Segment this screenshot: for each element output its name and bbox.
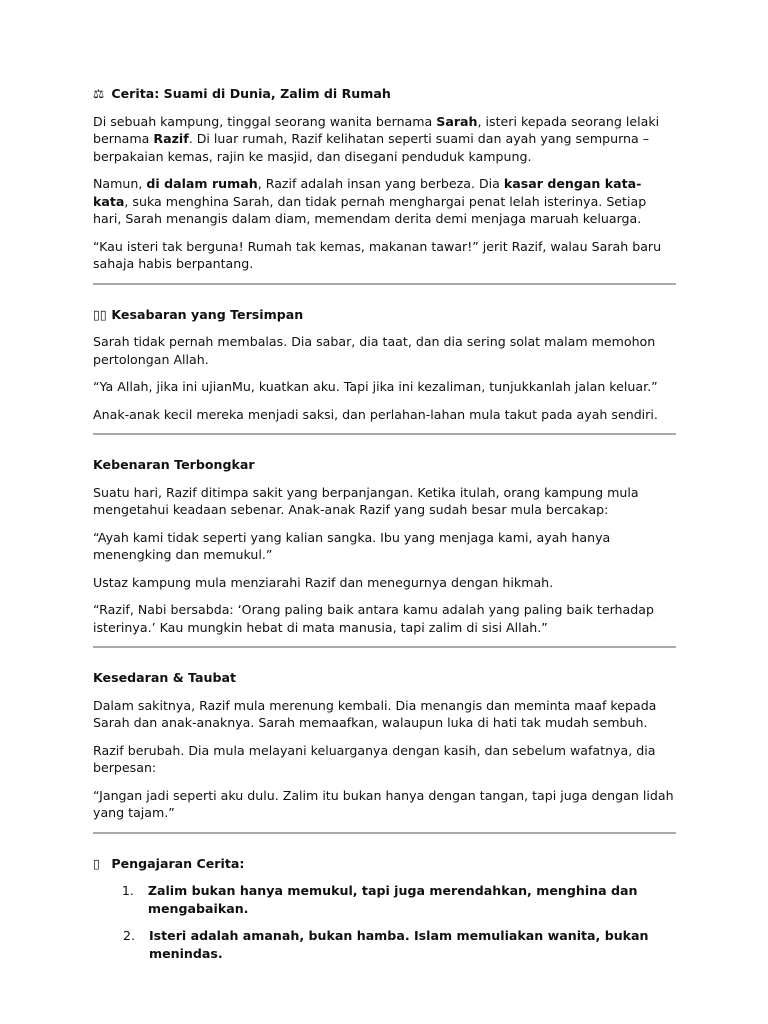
document-body [93,85,676,972]
paragraph: Anak-anak kecil mereka menjadi saksi, dan perlahan-lahan mula takut pada ayah sendiri. [93,406,658,422]
text-run: Di sebuah kampung, tinggal seorang wanita bernama [93,113,437,129]
section-heading-kesedaran [93,669,676,687]
list-item [93,882,676,917]
text-run: , isteri kepada seorang lelaki bernama [93,113,660,146]
section-title: Kesabaran yang Tersimpan [111,306,304,322]
list-text: Isteri adalah amanah, bukan hamba. Islam memuliakan wanita, bukan menindas. [148,928,649,961]
bold-name-sarah: Sarah [436,113,478,129]
horizontal-divider [93,832,676,834]
section-heading-kebenaran [93,456,676,474]
quote-paragraph: “Ayah kami tidak seperti yang kalian sangka. Ibu yang menjaga kami, ayah hanya menengking dan memukul.” [93,529,611,562]
section-title: Pengajaran Cerita: [111,855,245,871]
quote-paragraph: “Razif, Nabi bersabda: ‘Orang paling baik antara kamu adalah yang paling baik terhadap isterinya.’ Kau mungkin hebat di mata manusia, tapi zalim di sisi Allah.” [93,602,654,635]
quote-paragraph: “Kau isteri tak berguna! Rumah tak kemas, makanan tawar!” jerit Razif, walau Sarah baru sahaja habis berpantang. [93,238,662,271]
list-number: 2. [122,928,135,943]
paragraph [93,175,676,228]
missing-glyph-icon: ▯ [93,855,100,871]
paragraph: Sarah tidak pernah membalas. Dia sabar, dia taat, dan dia sering solat malam memohon pertolongan Allah. [93,334,656,367]
list-item [93,927,676,962]
bold-name-razif: Razif [153,131,189,146]
horizontal-divider [93,433,676,435]
paragraph: Dalam sakitnya, Razif mula merenung kembali. Dia menangis dan meminta maaf kepada Sarah dan anak-anaknya. Sarah memaafkan, walaupun luka di hati tak mudah sembuh. [93,697,657,730]
missing-glyph-icon: ▯▯ [93,306,107,322]
text-run: , suka menghina Sarah, dan tidak pernah menghargai penat lelah isterinya. Setiap hari, Sarah menangis dalam diam, memendam derita demi menjaga maruah keluarga. [93,193,647,226]
bold-text: kasar dengan kata-kata [93,176,642,209]
lesson-list [93,882,676,962]
bold-text: di dalam rumah [146,176,258,191]
list-text: Zalim bukan hanya memukul, tapi juga merendahkan, menghina dan mengabaikan. [147,883,638,916]
text-run: . Di luar rumah, Razif kelihatan seperti suami dan ayah yang sempurna – berpakaian kemas, rajin ke masjid, dan disegani penduduk kampung. [93,131,650,164]
section-heading-cerita [93,85,676,103]
paragraph: Suatu hari, Razif ditimpa sakit yang berpanjangan. Ketika itulah, orang kampung mula mengetahui keadaan sebenar. Anak-anak Razif yang sudah besar mula bercakap: [93,484,639,517]
quote-paragraph: “Ya Allah, jika ini ujianMu, kuatkan aku. Tapi jika ini kezaliman, tunjukkanlah jalan keluar.” [93,379,658,394]
section-heading-pengajaran [93,855,676,873]
section-title: Kesedaran & Taubat [93,670,237,685]
text-run: Namun, [93,176,147,191]
paragraph [93,113,676,166]
horizontal-divider [93,283,676,285]
scales-icon: ⚖ [93,86,105,101]
section-heading-kesabaran [93,306,676,324]
section-title: Cerita: Suami di Dunia, Zalim di Rumah [111,86,391,101]
list-number: 1. [121,883,134,898]
paragraph: Ustaz kampung mula menziarahi Razif dan menegurnya dengan hikmah. [93,574,554,590]
quote-paragraph: “Jangan jadi seperti aku dulu. Zalim itu bukan hanya dengan tangan, tapi juga dengan lidah yang tajam.” [93,787,674,820]
horizontal-divider [93,646,676,648]
section-title: Kebenaran Terbongkar [93,457,255,472]
text-run: , Razif adalah insan yang berbeza. Dia [257,176,504,191]
paragraph: Razif berubah. Dia mula melayani keluarganya dengan kasih, dan sebelum wafatnya, dia berpesan: [93,742,656,775]
